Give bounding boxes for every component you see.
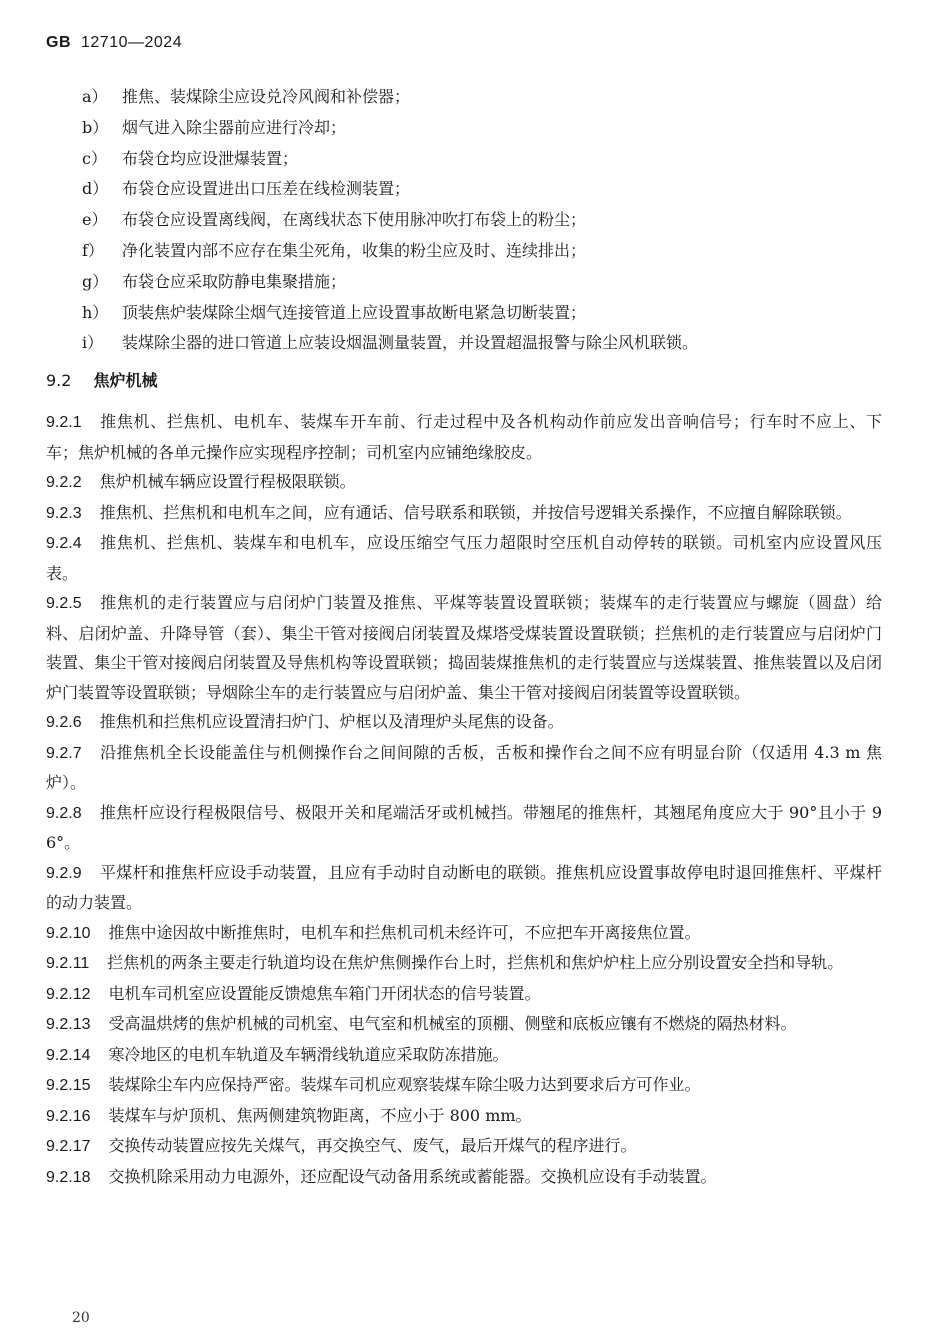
list-item [82, 236, 882, 267]
list-item [82, 82, 882, 113]
list-item [82, 113, 882, 144]
clause [46, 979, 882, 1010]
clause [46, 738, 882, 798]
clause-number: 9.2.3 [46, 504, 82, 522]
clause [46, 498, 882, 529]
clause-text: 装煤除尘车内应保持严密。装煤车司机应观察装煤车除尘吸力达到要求后方可作业。 [108, 1075, 701, 1094]
clause-text: 交换机除采用动力电源外，还应配设气动备用系统或蓄能器。交换机应设有手动装置。 [108, 1166, 717, 1186]
clause-text: 推焦机、拦焦机和电机车之间，应有通话、信号联系和联锁，并按信号逻辑关系操作，不应擅自解除联锁。 [99, 502, 852, 522]
list-text: 布袋仓应设置进出口压差在线检测装置； [122, 179, 411, 199]
clause-text: 寒冷地区的电机车轨道及车辆滑线轨道应采取防冻措施。 [108, 1044, 509, 1064]
list-text: 布袋仓应采取防静电集聚措施； [122, 271, 347, 291]
clause-number: 9.2.8 [46, 804, 82, 822]
list-text: 布袋仓应设置离线阀，在离线状态下使用脉冲吹打布袋上的粉尘； [122, 210, 587, 230]
clause-text: 焦炉机械车辆应设置行程极限联锁。 [99, 472, 356, 491]
section-number: 9.2 [46, 371, 72, 390]
clause-text: 平煤杆和推焦杆应设手动装置，且应有手动时自动断电的联锁。推焦机应设置事故停电时退回推焦杆、平煤杆的动力装置。 [46, 862, 882, 912]
clause-number: 9.2.1 [46, 414, 82, 431]
standard-number: 12710—2024 [81, 34, 183, 51]
section-heading [46, 366, 157, 396]
clause-text: 推焦中途因故中断推焦时，电机车和拦焦机司机未经许可，不应把车开离接焦位置。 [108, 922, 701, 942]
clause-number: 9.2.10 [46, 924, 91, 942]
clause-number: 9.2.2 [46, 474, 82, 491]
clause [46, 467, 882, 498]
clause-number: 9.2.9 [46, 864, 82, 882]
clause-text: 受高温烘烤的焦炉机械的司机室、电气室和机械室的顶棚、侧壁和底板应镶有不燃烧的隔热材料。 [108, 1014, 797, 1033]
clause [46, 528, 882, 588]
list-item [82, 144, 882, 175]
list-mark: d） [82, 179, 109, 199]
list-mark: i） [82, 333, 104, 353]
clause-text: 装煤车与炉顶机、焦两侧建筑物距离，不应小于 800 mm。 [108, 1105, 532, 1125]
list-mark: a） [82, 87, 108, 106]
clause-number: 9.2.5 [46, 595, 82, 612]
section-title: 焦炉机械 [93, 371, 158, 390]
clause [46, 1040, 882, 1071]
list-item [82, 267, 882, 298]
clause-text: 交换传动装置应按先关煤气，再交换空气、废气，最后开煤气的程序进行。 [108, 1136, 637, 1155]
list-item [82, 205, 882, 236]
list-text: 顶装焦炉装煤除尘烟气连接管道上应设置事故断电紧急切断装置； [122, 302, 587, 322]
list-mark: e） [82, 210, 108, 230]
list-item [82, 174, 882, 205]
clause-number: 9.2.17 [46, 1138, 91, 1155]
clause-text: 推焦机、拦焦机、装煤车和电机车，应设压缩空气压力超限时空压机自动停转的联锁。司机室内应设置风压表。 [46, 533, 882, 583]
page-number: 20 [72, 1310, 90, 1326]
clause-number: 9.2.11 [46, 955, 90, 972]
list-mark: b） [82, 117, 109, 137]
clause [46, 798, 882, 858]
list-mark: g） [82, 271, 109, 291]
list-text: 净化装置内部不应存在集尘死角，收集的粉尘应及时、连续排出； [122, 240, 587, 260]
clause-text: 推焦机、拦焦机、电机车、装煤车开车前、行走过程中及各机构动作前应发出音响信号；行车时不应上、下车；焦炉机械的各单元操作应实现程序控制；司机室内应铺绝缘胶皮。 [46, 412, 882, 462]
clause-number: 9.2.15 [46, 1077, 91, 1094]
clause-number: 9.2.14 [46, 1046, 91, 1064]
clause-text: 推焦杆应设行程极限信号、极限开关和尾端活牙或机械挡。带翘尾的推焦杆，其翘尾角度应大于 90°且小于 96°。 [46, 802, 882, 852]
list-mark: f） [82, 240, 104, 260]
list-mark: c） [82, 148, 107, 168]
page-header [46, 34, 182, 52]
clause-number: 9.2.18 [46, 1168, 91, 1186]
clause-number: 9.2.7 [46, 744, 82, 762]
clause-number: 9.2.16 [46, 1107, 91, 1125]
clause-number: 9.2.12 [46, 985, 91, 1003]
list-item [82, 298, 882, 329]
clause [46, 948, 882, 979]
clause-text: 拦焦机的两条主要走行轨道均设在焦炉焦侧操作台上时，拦焦机和焦炉炉柱上应分别设置安全挡和导轨。 [107, 953, 844, 972]
clause-list [46, 407, 882, 1192]
clause [46, 1070, 882, 1101]
clause-number: 9.2.13 [46, 1016, 91, 1033]
list-text: 装煤除尘器的进口管道上应装设烟温测量装置，并设置超温报警与除尘风机联锁。 [122, 333, 699, 353]
clause [46, 407, 882, 467]
clause [46, 1009, 882, 1040]
list-text: 推焦、装煤除尘应设兑冷风阀和补偿器； [122, 87, 411, 106]
list-mark: h） [82, 302, 109, 322]
clause-text: 推焦机和拦焦机应设置清扫炉门、炉框以及清理炉头尾焦的设备。 [99, 712, 564, 731]
clause [46, 1101, 882, 1132]
clause [46, 1162, 882, 1193]
clause-text: 推焦机的走行装置应与启闭炉门装置及推焦、平煤等装置设置联锁；装煤车的走行装置应与螺旋（圆盘）给料、启闭炉盖、升降导管（套）、集尘干管对接阀启闭装置及煤塔受煤装置设置联锁；拦焦机的走行装置应与启闭炉门装置、集尘干管对接阀启闭装置及导焦机构等设置联锁；捣固装煤推焦机的走行装置应与送煤装置、推焦装置以及启闭炉门装置等设置联锁；导烟除尘车的走行装置应与启闭炉盖、集尘干管对接阀启闭装置等设置联锁。 [46, 593, 882, 702]
list-text: 布袋仓均应设泄爆装置； [122, 148, 299, 168]
clause [46, 1131, 882, 1162]
clause-text: 电机车司机室应设置能反馈熄焦车箱门开闭状态的信号装置。 [108, 983, 541, 1003]
clause-text: 沿推焦机全长设能盖住与机侧操作台之间间隙的舌板，舌板和操作台之间不应有明显台阶（仅适用 4.3 m 焦炉）。 [46, 742, 882, 792]
clause-number: 9.2.6 [46, 714, 82, 731]
requirement-list [82, 82, 882, 359]
standard-prefix: GB [46, 34, 71, 51]
list-text: 烟气进入除尘器前应进行冷却； [122, 117, 347, 137]
clause [46, 588, 882, 707]
clause [46, 918, 882, 949]
clause [46, 858, 882, 918]
clause [46, 707, 882, 738]
list-item [82, 328, 882, 359]
clause-number: 9.2.4 [46, 535, 82, 552]
